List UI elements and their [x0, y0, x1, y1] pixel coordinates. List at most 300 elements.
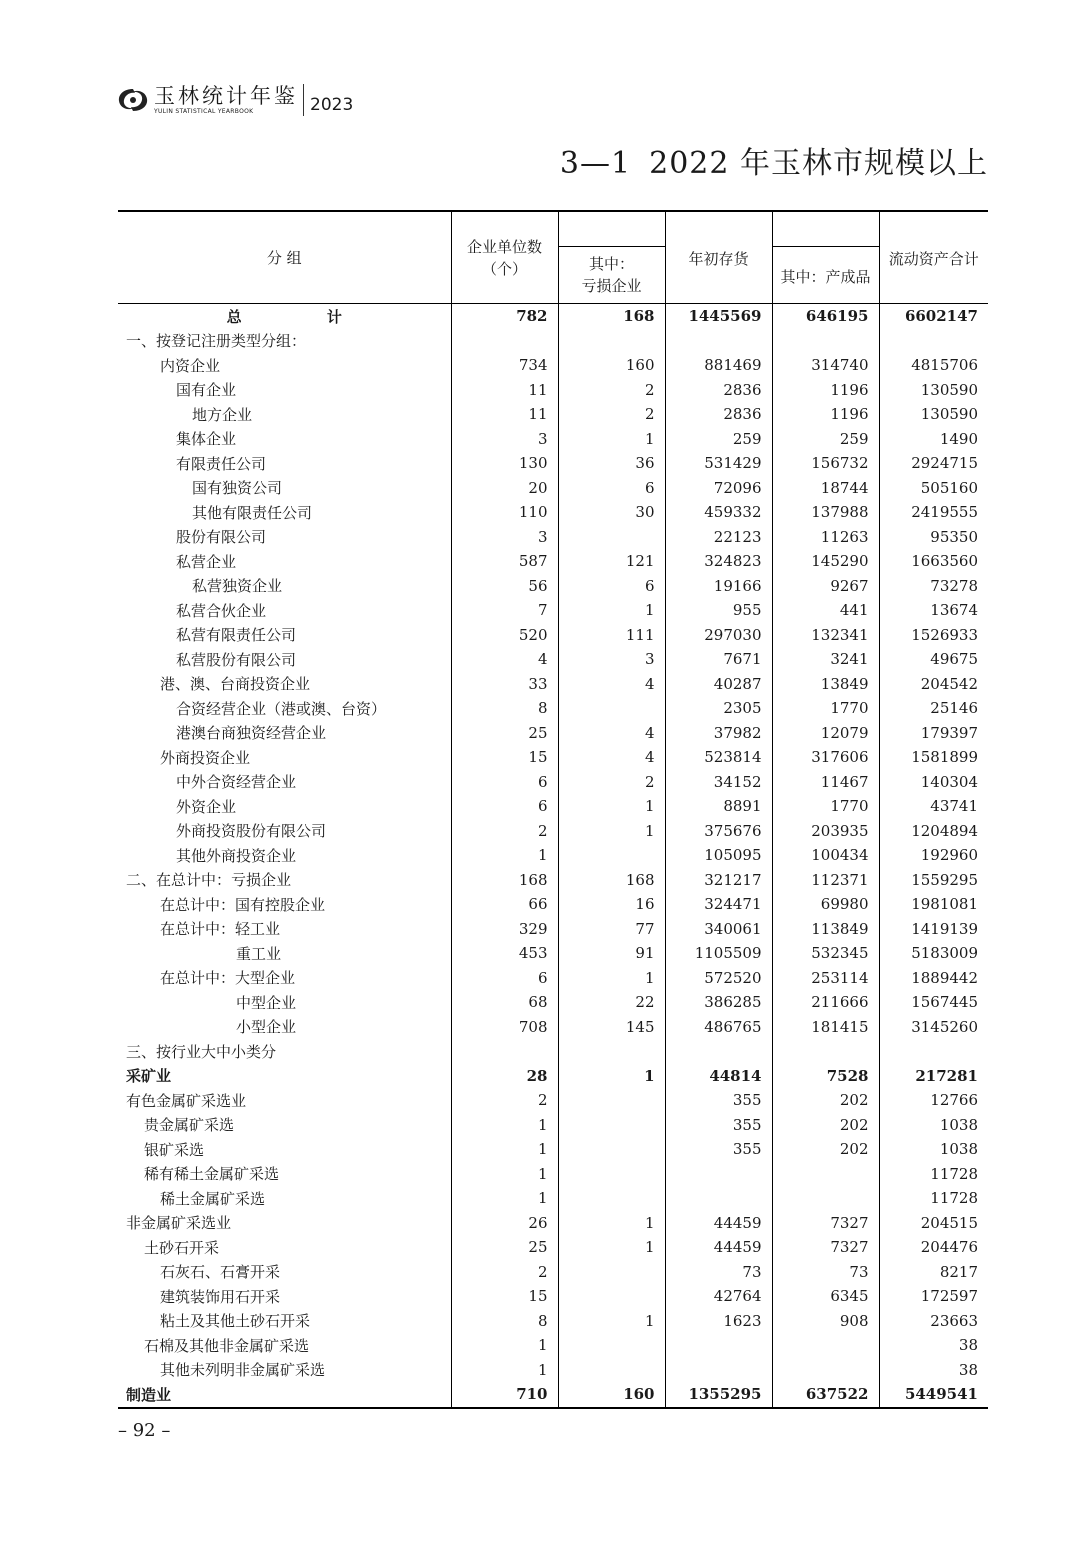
cell-inventory: 2836 [665, 402, 772, 427]
cell-inventory [665, 1039, 772, 1064]
table-row [118, 672, 988, 697]
cell-finished: 11263 [772, 525, 879, 550]
cell-finished: 1770 [772, 794, 879, 819]
table-row [118, 966, 988, 991]
cell-loss: 36 [558, 451, 665, 476]
header-loss-line1: 其中： [588, 255, 634, 273]
cell-units: 3 [451, 427, 558, 452]
cell-loss: 3 [558, 647, 665, 672]
table-row [118, 525, 988, 550]
cell-loss: 1 [558, 1211, 665, 1236]
cell-inventory: 340061 [665, 917, 772, 942]
cell-inventory: 375676 [665, 819, 772, 844]
cell-loss: 1 [558, 966, 665, 991]
cell-inventory: 7671 [665, 647, 772, 672]
table-row [118, 1382, 988, 1408]
cell-current: 43741 [879, 794, 988, 819]
cell-finished: 908 [772, 1309, 879, 1334]
cell-current: 179397 [879, 721, 988, 746]
row-label: 股份有限公司 [176, 528, 267, 547]
row-label: 其他未列明非金属矿采选 [160, 1361, 326, 1380]
cell-loss [558, 1358, 665, 1383]
cell-current: 73278 [879, 574, 988, 599]
row-label: 地方企业 [192, 405, 253, 424]
cell-units: 782 [451, 304, 558, 329]
cell-finished: 1196 [772, 402, 879, 427]
cell-loss: 145 [558, 1015, 665, 1040]
cell-loss [558, 696, 665, 721]
table-row [118, 1284, 988, 1309]
cell-loss [558, 1039, 665, 1064]
cell-inventory: 324823 [665, 549, 772, 574]
cell-current [879, 1039, 988, 1064]
cell-current: 172597 [879, 1284, 988, 1309]
row-label: 有限责任公司 [176, 454, 267, 473]
row-label: 银矿采选 [144, 1140, 205, 1159]
cell-finished: 13849 [772, 672, 879, 697]
cell-finished [772, 1333, 879, 1358]
table-row [118, 745, 988, 770]
cell-finished: 11467 [772, 770, 879, 795]
cell-inventory: 1105509 [665, 941, 772, 966]
table-row [118, 868, 988, 893]
cell-finished: 532345 [772, 941, 879, 966]
row-label: 外商投资企业 [160, 748, 251, 767]
table-row [118, 770, 988, 795]
table-row [118, 1211, 988, 1236]
table-row [118, 1358, 988, 1383]
cell-finished: 7528 [772, 1064, 879, 1089]
row-label: 私营股份有限公司 [176, 650, 297, 669]
cell-units: 710 [451, 1382, 558, 1408]
cell-current: 1204894 [879, 819, 988, 844]
cell-units: 1 [451, 1333, 558, 1358]
cell-inventory: 572520 [665, 966, 772, 991]
cell-loss: 168 [558, 304, 665, 329]
header-current-assets: 流动资产合计 [879, 211, 988, 304]
cell-loss: 1 [558, 427, 665, 452]
cell-loss: 1 [558, 1235, 665, 1260]
cell-finished: 7327 [772, 1211, 879, 1236]
table-row [118, 623, 988, 648]
page-number: – 92 – [118, 1420, 171, 1441]
table-row [118, 1039, 988, 1064]
cell-current: 3145260 [879, 1015, 988, 1040]
row-label: 石灰石、石膏开采 [160, 1263, 281, 1282]
cell-units: 2 [451, 1088, 558, 1113]
row-label: 重工业 [236, 944, 282, 963]
row-label: 总 计 [226, 307, 382, 326]
row-label: 采矿业 [126, 1067, 172, 1086]
row-label: 稀有稀土金属矿采选 [144, 1165, 280, 1184]
row-label: 三、按行业大中小类分 [126, 1042, 277, 1061]
row-label: 石棉及其他非金属矿采选 [144, 1336, 310, 1355]
row-label: 中外合资经营企业 [176, 773, 297, 792]
cell-current: 1419139 [879, 917, 988, 942]
table-row [118, 427, 988, 452]
table-row [118, 402, 988, 427]
cell-finished: 1770 [772, 696, 879, 721]
cell-inventory: 44814 [665, 1064, 772, 1089]
row-label: 有色金属矿采选业 [126, 1091, 247, 1110]
table-row [118, 549, 988, 574]
table-row [118, 941, 988, 966]
cell-finished: 181415 [772, 1015, 879, 1040]
table-row [118, 329, 988, 354]
cell-units: 1 [451, 1186, 558, 1211]
table-row [118, 990, 988, 1015]
cell-units: 708 [451, 1015, 558, 1040]
cell-current: 25146 [879, 696, 988, 721]
cell-current: 2419555 [879, 500, 988, 525]
cell-units: 587 [451, 549, 558, 574]
cell-inventory: 486765 [665, 1015, 772, 1040]
table-row [118, 476, 988, 501]
cell-current: 217281 [879, 1064, 988, 1089]
cell-current: 1526933 [879, 623, 988, 648]
cell-loss [558, 1162, 665, 1187]
cell-loss [558, 1088, 665, 1113]
cell-units: 168 [451, 868, 558, 893]
cell-inventory: 355 [665, 1088, 772, 1113]
cell-units: 25 [451, 721, 558, 746]
cell-current: 204515 [879, 1211, 988, 1236]
cell-units: 2 [451, 1260, 558, 1285]
cell-units: 20 [451, 476, 558, 501]
cell-current: 130590 [879, 402, 988, 427]
row-label: 粘土及其他土砂石开采 [160, 1312, 311, 1331]
cell-inventory: 37982 [665, 721, 772, 746]
cell-finished: 646195 [772, 304, 879, 329]
cell-inventory: 2305 [665, 696, 772, 721]
cell-inventory: 386285 [665, 990, 772, 1015]
cell-finished [772, 1039, 879, 1064]
cell-finished: 69980 [772, 892, 879, 917]
cell-inventory: 42764 [665, 1284, 772, 1309]
row-label: 港、澳、台商投资企业 [160, 675, 311, 694]
cell-inventory: 1355295 [665, 1382, 772, 1408]
cell-current: 1581899 [879, 745, 988, 770]
table-row [118, 1064, 988, 1089]
row-label: 港澳台商独资经营企业 [176, 724, 327, 743]
cell-current: 1038 [879, 1137, 988, 1162]
cell-inventory [665, 329, 772, 354]
cell-units: 110 [451, 500, 558, 525]
cell-loss [558, 1333, 665, 1358]
cell-current: 192960 [879, 843, 988, 868]
table-number: 3—1 [559, 146, 632, 181]
row-label: 建筑装饰用石开采 [160, 1287, 281, 1306]
table-row [118, 1015, 988, 1040]
cell-inventory: 44459 [665, 1235, 772, 1260]
cell-current: 8217 [879, 1260, 988, 1285]
cell-finished [772, 329, 879, 354]
header-finished: 其中：产成品 [772, 247, 879, 304]
cell-finished: 202 [772, 1088, 879, 1113]
table-row [118, 574, 988, 599]
cell-current: 5183009 [879, 941, 988, 966]
cell-finished: 202 [772, 1137, 879, 1162]
cell-finished: 145290 [772, 549, 879, 574]
cell-finished: 113849 [772, 917, 879, 942]
cell-loss: 1 [558, 1064, 665, 1089]
cell-finished: 9267 [772, 574, 879, 599]
cell-loss: 77 [558, 917, 665, 942]
cell-finished: 7327 [772, 1235, 879, 1260]
row-label: 内资企业 [160, 356, 221, 375]
cell-current: 95350 [879, 525, 988, 550]
cell-current: 11728 [879, 1162, 988, 1187]
row-label: 稀土金属矿采选 [160, 1189, 266, 1208]
cell-loss: 2 [558, 402, 665, 427]
cell-units: 3 [451, 525, 558, 550]
cell-loss: 91 [558, 941, 665, 966]
row-label: 在总计中：国有控股企业 [160, 895, 326, 914]
cell-inventory: 19166 [665, 574, 772, 599]
cell-current: 38 [879, 1333, 988, 1358]
cell-loss: 22 [558, 990, 665, 1015]
cell-current: 2924715 [879, 451, 988, 476]
table-row [118, 1137, 988, 1162]
cell-loss: 6 [558, 574, 665, 599]
cell-inventory: 355 [665, 1113, 772, 1138]
cell-finished: 156732 [772, 451, 879, 476]
cell-finished: 637522 [772, 1382, 879, 1408]
cell-units: 453 [451, 941, 558, 966]
header-spacer [558, 211, 665, 247]
table-row [118, 500, 988, 525]
cell-finished: 202 [772, 1113, 879, 1138]
cell-units: 1 [451, 1137, 558, 1162]
cell-finished: 203935 [772, 819, 879, 844]
cell-current: 204542 [879, 672, 988, 697]
yearbook-title-en: YULIN STATISTICAL YEARBOOK [154, 108, 254, 115]
cell-current: 1559295 [879, 868, 988, 893]
cell-finished: 211666 [772, 990, 879, 1015]
table-row [118, 794, 988, 819]
row-label: 中型企业 [236, 993, 297, 1012]
cell-current: 1889442 [879, 966, 988, 991]
table-row [118, 917, 988, 942]
table-row [118, 1113, 988, 1138]
header-units [451, 211, 558, 304]
cell-inventory: 259 [665, 427, 772, 452]
cell-units: 28 [451, 1064, 558, 1089]
table-row [118, 647, 988, 672]
cell-loss [558, 1260, 665, 1285]
cell-current: 1490 [879, 427, 988, 452]
row-label: 其他外商投资企业 [176, 846, 297, 865]
row-label: 在总计中：大型企业 [160, 969, 296, 988]
cell-finished: 100434 [772, 843, 879, 868]
cell-units: 1 [451, 1113, 558, 1138]
cell-units: 7 [451, 598, 558, 623]
cell-finished: 317606 [772, 745, 879, 770]
table-row [118, 304, 988, 329]
cell-inventory [665, 1186, 772, 1211]
cell-units [451, 1039, 558, 1064]
cell-finished [772, 1186, 879, 1211]
cell-inventory: 34152 [665, 770, 772, 795]
cell-inventory: 105095 [665, 843, 772, 868]
cell-loss: 1 [558, 1309, 665, 1334]
header-units-line1: 企业单位数 [466, 238, 542, 256]
cell-loss [558, 329, 665, 354]
cell-inventory: 531429 [665, 451, 772, 476]
yearbook-title-cn: 玉林统计年鉴 [154, 84, 298, 108]
cell-loss [558, 843, 665, 868]
cell-units: 33 [451, 672, 558, 697]
cell-current [879, 329, 988, 354]
cell-units: 25 [451, 1235, 558, 1260]
table-row [118, 696, 988, 721]
table-title: 2022 年玉林市规模以上 [649, 146, 988, 181]
cell-inventory: 1445569 [665, 304, 772, 329]
row-label: 集体企业 [176, 430, 237, 449]
cell-inventory: 40287 [665, 672, 772, 697]
cell-finished: 259 [772, 427, 879, 452]
cell-units: 6 [451, 794, 558, 819]
table-row [118, 1309, 988, 1334]
cell-inventory: 44459 [665, 1211, 772, 1236]
cell-current: 1981081 [879, 892, 988, 917]
cell-loss: 1 [558, 598, 665, 623]
cell-loss: 121 [558, 549, 665, 574]
cell-finished: 1196 [772, 378, 879, 403]
cell-finished: 6345 [772, 1284, 879, 1309]
row-label: 外商投资股份有限公司 [176, 822, 327, 841]
cell-finished: 3241 [772, 647, 879, 672]
cell-loss: 111 [558, 623, 665, 648]
cell-loss [558, 1284, 665, 1309]
cell-current: 1663560 [879, 549, 988, 574]
cell-inventory: 8891 [665, 794, 772, 819]
row-label: 国有独资公司 [192, 479, 283, 498]
cell-loss [558, 525, 665, 550]
cell-current: 5449541 [879, 1382, 988, 1408]
cell-units: 66 [451, 892, 558, 917]
row-label: 在总计中：轻工业 [160, 920, 281, 939]
statistics-table [118, 210, 988, 1409]
row-label: 合资经营企业（港或澳、台资） [176, 699, 387, 718]
cell-units: 68 [451, 990, 558, 1015]
cell-finished: 253114 [772, 966, 879, 991]
cell-inventory: 297030 [665, 623, 772, 648]
cell-units: 2 [451, 819, 558, 844]
row-label: 私营合伙企业 [176, 601, 267, 620]
cell-current: 140304 [879, 770, 988, 795]
cell-finished: 132341 [772, 623, 879, 648]
cell-current: 204476 [879, 1235, 988, 1260]
header-inventory: 年初存货 [665, 211, 772, 304]
cell-finished: 314740 [772, 353, 879, 378]
cell-loss: 30 [558, 500, 665, 525]
cell-inventory: 881469 [665, 353, 772, 378]
cell-loss: 4 [558, 672, 665, 697]
yearbook-year: 2023 [310, 95, 354, 115]
cell-inventory: 321217 [665, 868, 772, 893]
header-loss-line2: 亏损企业 [581, 277, 642, 295]
cell-current: 49675 [879, 647, 988, 672]
cell-units: 4 [451, 647, 558, 672]
cell-inventory: 22123 [665, 525, 772, 550]
cell-loss: 160 [558, 353, 665, 378]
cell-loss: 1 [558, 794, 665, 819]
cell-current: 505160 [879, 476, 988, 501]
cell-loss: 2 [558, 770, 665, 795]
cell-loss: 168 [558, 868, 665, 893]
cell-finished: 73 [772, 1260, 879, 1285]
header-group: 分 组 [118, 211, 451, 304]
cell-current: 1038 [879, 1113, 988, 1138]
cell-current: 4815706 [879, 353, 988, 378]
table-body [118, 304, 988, 1408]
row-label: 小型企业 [236, 1018, 297, 1037]
cell-inventory: 355 [665, 1137, 772, 1162]
cell-units: 26 [451, 1211, 558, 1236]
page-title [560, 138, 988, 182]
row-label: 私营有限责任公司 [176, 626, 297, 645]
table-row [118, 451, 988, 476]
table-row [118, 378, 988, 403]
cell-loss [558, 1113, 665, 1138]
cell-loss: 4 [558, 721, 665, 746]
row-label: 国有企业 [176, 381, 237, 400]
cell-finished: 18744 [772, 476, 879, 501]
cell-loss: 1 [558, 819, 665, 844]
yearbook-title-block [154, 84, 304, 116]
header-units-line2: （个） [481, 260, 527, 278]
cell-inventory: 1623 [665, 1309, 772, 1334]
cell-current: 38 [879, 1358, 988, 1383]
cell-inventory: 324471 [665, 892, 772, 917]
cell-inventory: 73 [665, 1260, 772, 1285]
cell-current: 12766 [879, 1088, 988, 1113]
cell-inventory: 955 [665, 598, 772, 623]
row-label: 二、在总计中：亏损企业 [126, 871, 292, 890]
row-label: 非金属矿采选业 [126, 1214, 232, 1233]
cell-units: 1 [451, 1162, 558, 1187]
cell-inventory [665, 1162, 772, 1187]
row-label: 外资企业 [176, 797, 237, 816]
row-label: 私营独资企业 [192, 577, 283, 596]
cell-inventory: 72096 [665, 476, 772, 501]
cell-units: 329 [451, 917, 558, 942]
table-row [118, 1235, 988, 1260]
row-label: 一、按登记注册类型分组： [126, 332, 307, 351]
cell-inventory: 523814 [665, 745, 772, 770]
table-row [118, 892, 988, 917]
cell-units: 15 [451, 1284, 558, 1309]
yearbook-logo-icon [116, 85, 150, 115]
cell-current: 13674 [879, 598, 988, 623]
cell-loss: 160 [558, 1382, 665, 1408]
cell-loss: 2 [558, 378, 665, 403]
cell-units: 15 [451, 745, 558, 770]
row-label: 土砂石开采 [144, 1238, 220, 1257]
table-row [118, 598, 988, 623]
cell-units: 734 [451, 353, 558, 378]
yearbook-header [116, 84, 353, 116]
header-spacer-2 [772, 211, 879, 247]
cell-units: 11 [451, 378, 558, 403]
cell-units: 8 [451, 1309, 558, 1334]
cell-units: 1 [451, 843, 558, 868]
cell-finished: 137988 [772, 500, 879, 525]
cell-current: 23663 [879, 1309, 988, 1334]
row-label: 私营企业 [176, 552, 237, 571]
cell-finished [772, 1358, 879, 1383]
